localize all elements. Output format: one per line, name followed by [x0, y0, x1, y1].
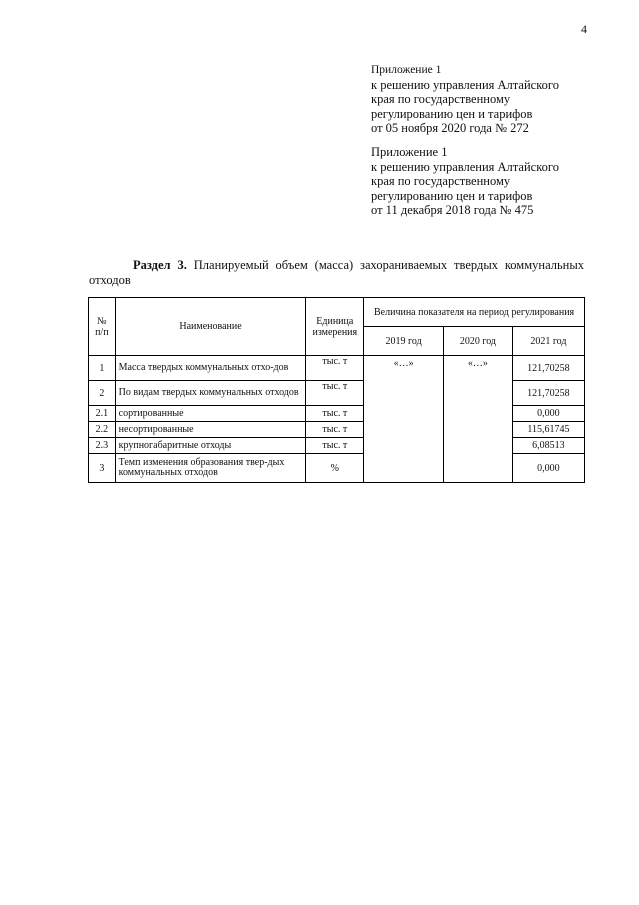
row-unit: тыс. т [306, 356, 364, 381]
row-value-2021: 0,000 [512, 406, 584, 422]
row-num: 3 [89, 454, 116, 483]
row-num: 2 [89, 381, 116, 406]
header-name: Наименование [115, 298, 306, 356]
appendix-line: к решению управления Алтайского [371, 159, 559, 174]
row-value-2021: 121,70258 [512, 381, 584, 406]
row-num: 2.1 [89, 406, 116, 422]
section-heading [89, 258, 584, 288]
appendix-line: к решению управления Алтайского [371, 77, 559, 92]
section-title: Планируемый объем (масса) захораниваемых твердых коммунальных отходов [89, 258, 585, 287]
row-name: По видам твердых коммунальных отходов [115, 381, 306, 406]
appendix-line: регулированию цен и тарифов [371, 188, 533, 203]
header-num: № п/п [89, 298, 116, 356]
placeholder-2019: «…» [393, 358, 414, 369]
appendix-line: Приложение 1 [371, 145, 448, 159]
row-value-2021: 121,70258 [512, 356, 584, 381]
row-unit: тыс. т [306, 422, 364, 438]
table-row [89, 356, 585, 381]
appendix-line: края по государственному [371, 92, 511, 106]
header-year-2020: 2020 год [444, 327, 513, 356]
header-unit: Единица измерения [306, 298, 364, 356]
appendix-line: Приложение 1 [371, 64, 442, 76]
appendix-header-original [371, 145, 559, 218]
row-name: сортированные [115, 406, 306, 422]
row-unit: тыс. т [306, 406, 364, 422]
row-name: несортированные [115, 422, 306, 438]
appendix-line: края по государственному [371, 174, 511, 188]
row-value-2021: 0,000 [512, 454, 584, 483]
row-name: Темп изменения образования твер-дых коммунальных отходов [115, 454, 306, 483]
row-num: 1 [89, 356, 116, 381]
waste-volume-table [88, 297, 585, 483]
section-label: Раздел 3. [133, 258, 187, 272]
row-name: крупногабаритные отходы [115, 438, 306, 454]
header-year-2021: 2021 год [512, 327, 584, 356]
appendix-line: регулированию цен и тарифов [371, 106, 533, 121]
appendix-line: от 05 ноября 2020 года № 272 [371, 121, 529, 135]
header-period: Величина показателя на период регулирования [364, 298, 585, 327]
row-name: Масса твердых коммунальных отхо-дов [115, 356, 306, 381]
page-number: 4 [581, 22, 587, 36]
placeholder-2020: «…» [467, 358, 488, 369]
merged-2020-cell [444, 356, 513, 483]
row-value-2021: 115,61745 [512, 422, 584, 438]
row-unit: тыс. т [306, 381, 364, 406]
appendix-line: от 11 декабря 2018 года № 475 [371, 203, 534, 217]
row-unit: % [306, 454, 364, 483]
row-value-2021: 6,08513 [512, 438, 584, 454]
row-num: 2.2 [89, 422, 116, 438]
row-unit: тыс. т [306, 438, 364, 454]
appendix-header-current [371, 63, 559, 136]
header-year-2019: 2019 год [364, 327, 444, 356]
merged-2019-cell [364, 356, 444, 483]
row-num: 2.3 [89, 438, 116, 454]
